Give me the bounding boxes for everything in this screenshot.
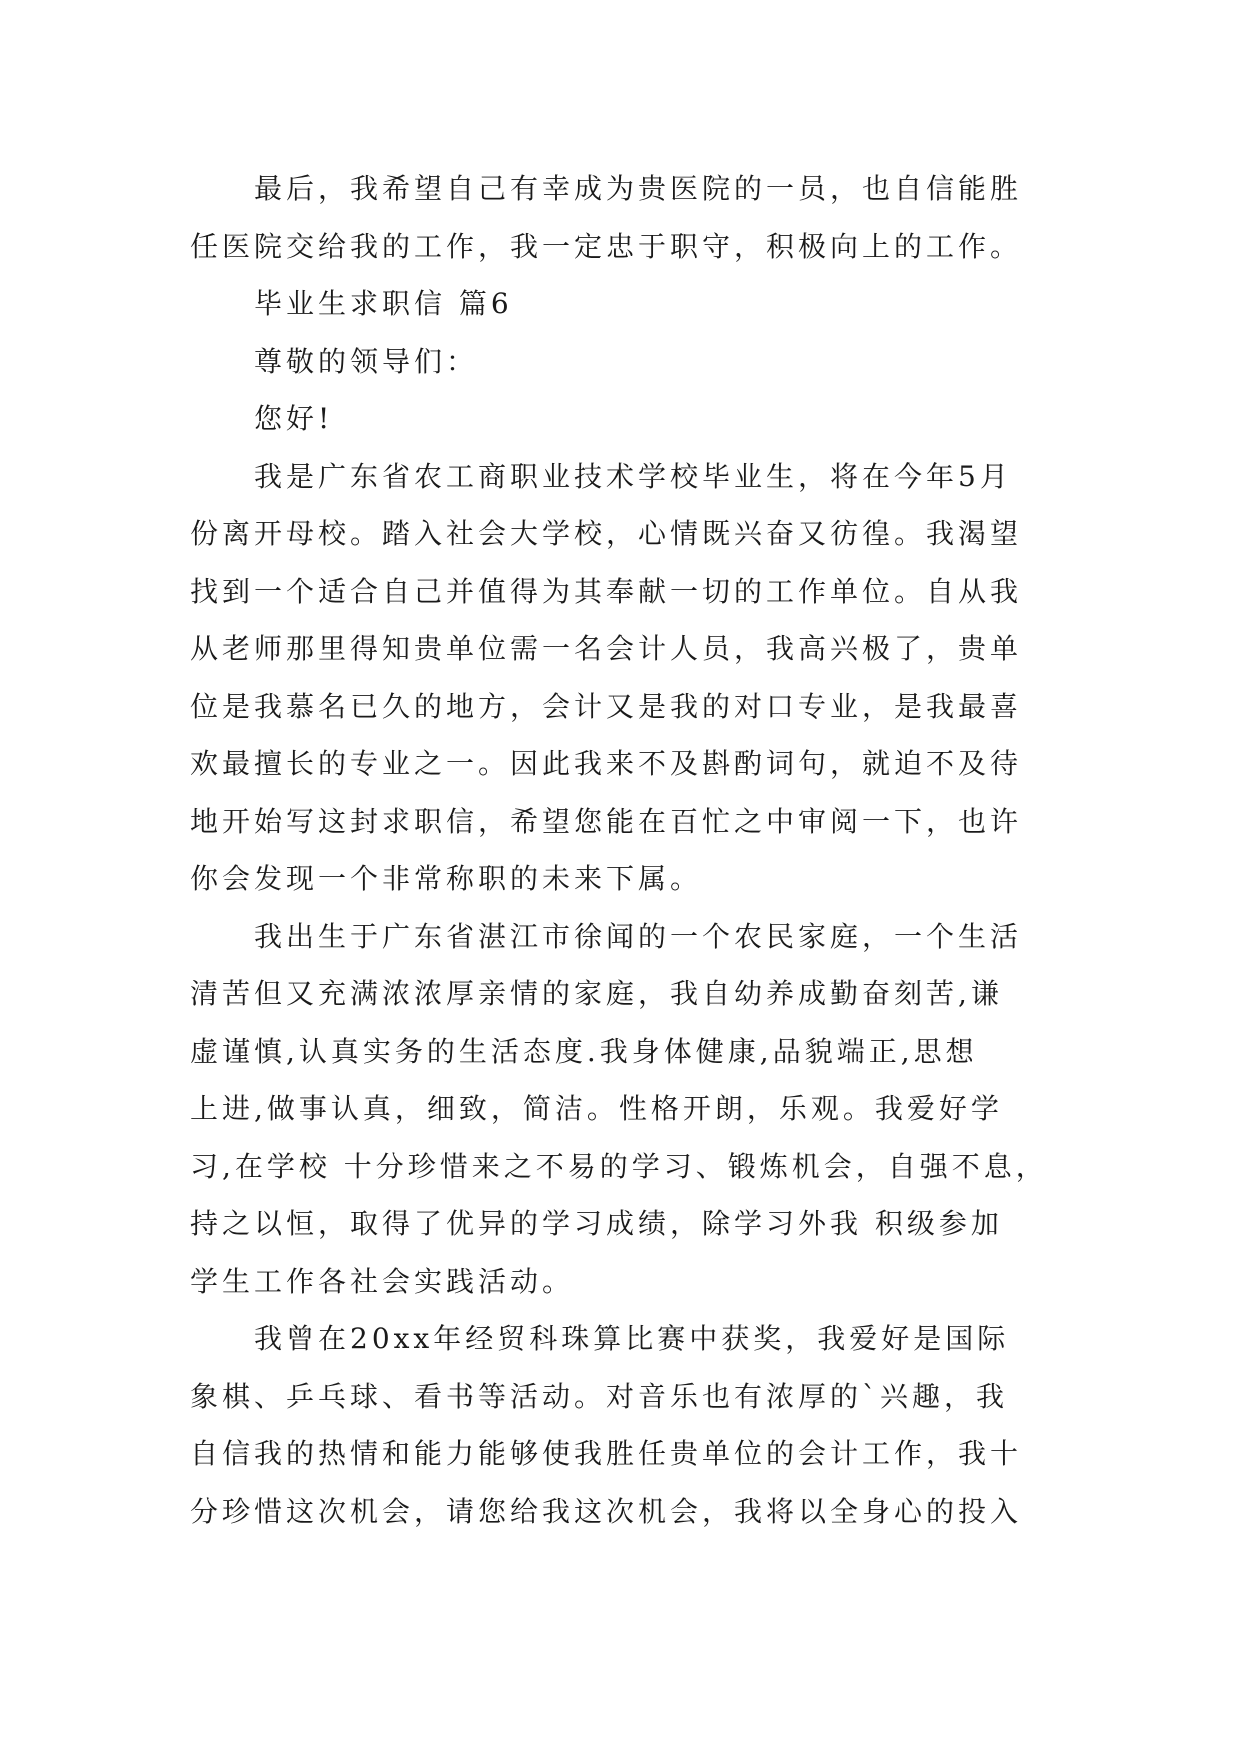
text-line: 地开始写这封求职信，希望您能在百忙之中审阅一下，也许 — [190, 804, 1023, 838]
text-line: 习,在学校 十分珍惜来之不易的学习、锻炼机会，自强不息， — [190, 1149, 1048, 1183]
text-line: 象棋、乒乓球、看书等活动。对音乐也有浓厚的`兴趣，我 — [190, 1379, 1009, 1413]
text-line: 欢最擅长的专业之一。因此我来不及斟酌词句，就迫不及待 — [190, 747, 1023, 780]
text-line: 上进,做事认真，细致，简洁。性格开朗，乐观。我爱好学 — [190, 1092, 1003, 1125]
text-line: 位是我慕名已久的地方，会计又是我的对口专业，是我最喜 — [190, 689, 1023, 723]
text-line: 我出生于广东省湛江市徐闻的一个农民家庭，一个生活 — [254, 919, 1023, 953]
text-line: 任医院交给我的工作，我一定忠于职守，积极向上的工作。 — [190, 229, 1023, 263]
text-line: 自信我的热情和能力能够使我胜任贵单位的会计工作，我十 — [190, 1437, 1023, 1470]
salutation: 尊敬的领导们： — [254, 344, 479, 378]
greeting: 您好! — [254, 402, 334, 435]
section-heading: 毕业生求职信 篇6 — [254, 287, 513, 320]
text-line: 学生工作各社会实践活动。 — [190, 1264, 575, 1298]
text-line: 从老师那里得知贵单位需一名会计人员，我高兴极了，贵单 — [190, 632, 1023, 665]
text-line: 持之以恒，取得了优异的学习成绩，除学习外我 积级参加 — [190, 1207, 1003, 1240]
text-line: 我是广东省农工商职业技术学校毕业生，将在今年5月 — [254, 459, 1012, 493]
text-line: 份离开母校。踏入社会大学校，心情既兴奋又彷徨。我渴望 — [190, 517, 1023, 550]
document-body — [190, 160, 1050, 1540]
text-line: 我曾在20xx年经贸科珠算比赛中获奖，我爱好是国际 — [254, 1322, 1010, 1355]
text-line: 找到一个适合自己并值得为其奉献一切的工作单位。自从我 — [190, 574, 1023, 608]
text-line: 虚谨慎,认真实务的生活态度.我身体健康,品貌端正,思想 — [190, 1034, 978, 1068]
text-line: 最后，我希望自己有幸成为贵医院的一员，也自信能胜 — [254, 172, 1023, 205]
text-line: 清苦但又充满浓浓厚亲情的家庭，我自幼养成勤奋刻苦,谦 — [190, 977, 1003, 1010]
text-line: 你会发现一个非常称职的未来下属。 — [190, 862, 703, 895]
text-line: 分珍惜这次机会，请您给我这次机会，我将以全身心的投入 — [190, 1494, 1023, 1528]
